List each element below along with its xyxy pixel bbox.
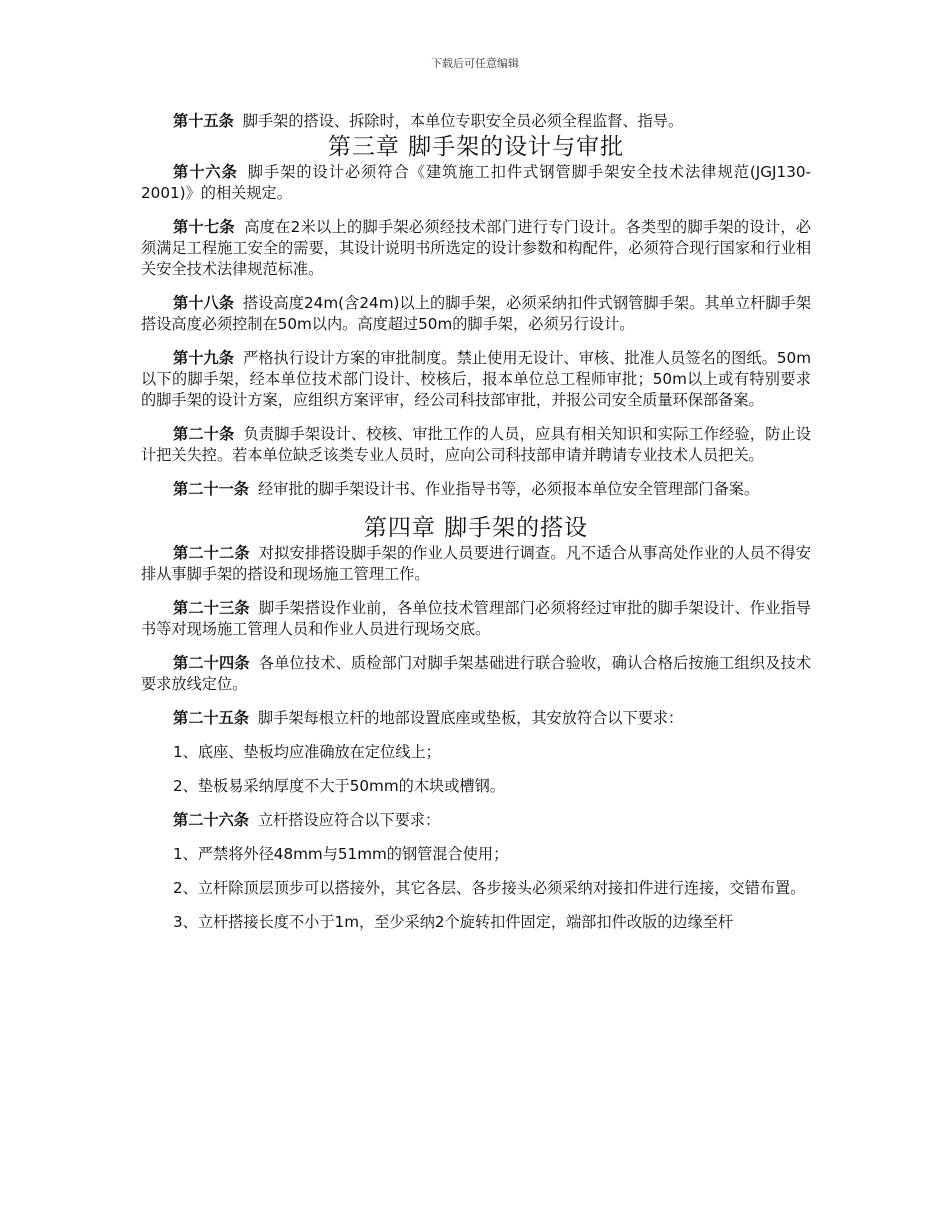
article-title: 第二十条	[173, 425, 235, 443]
article-25	[141, 708, 811, 729]
article-title: 第十九条	[173, 349, 235, 367]
article-18	[141, 293, 811, 335]
list-item: 1、底座、垫板均应准确放在定位线上；	[173, 743, 441, 761]
article-title: 第十五条	[173, 112, 234, 130]
article-text: 高度在2米以上的脚手架必须经技术部门进行专门设计。各类型的脚手架的设计，必须满足工程施工安全的需要，其设计说明书所选定的设计参数和构配件，必须符合现行国家和行业相关安全技术法律规范标准。	[141, 218, 811, 278]
article-text: 脚手架每根立杆的地部设置底座或垫板，其安放符合以下要求：	[257, 709, 684, 727]
list-item: 2、立杆除顶层顶步可以搭接外，其它各层、各步接头必须采纳对接扣件进行连接，交错布置。	[173, 879, 806, 897]
article-title: 第二十一条	[173, 480, 249, 498]
article-26	[141, 810, 811, 831]
article-text: 严格执行设计方案的审批制度。禁止使用无设计、审核、批准人员签名的图纸。50m以下的脚手架，经本单位技术部门设计、校核后，报本单位总工程师审批；50m以上或有特别要求的脚手架的设计方案，应组织方案评审，经公司科技部审批，并报公司安全质量环保部备案。	[141, 349, 812, 409]
article-text: 脚手架的搭设、拆除时，本单位专职安全员必须全程监督、指导。	[242, 112, 684, 130]
article-23	[141, 598, 811, 640]
article-text: 负责脚手架设计、校核、审批工作的人员，应具有相关知识和实际工作经验，防止设计把关失控。若本单位缺乏该类专业人员时，应向公司科技部申请并聘请专业技术人员把关。	[141, 425, 812, 464]
chapter-4-title: 第四章 脚手架的搭设	[363, 515, 589, 541]
article-16	[141, 162, 811, 204]
article-title: 第二十三条	[173, 599, 250, 617]
document-body	[141, 111, 811, 946]
article-title: 第二十二条	[173, 544, 250, 562]
article-title: 第十八条	[173, 294, 234, 312]
article-text: 搭设高度24m(含24m)以上的脚手架，必须采纳扣件式钢管脚手架。其单立杆脚手架搭设高度必须控制在50m以内。高度超过50m的脚手架，必须另行设计。	[141, 294, 812, 333]
article-title: 第二十六条	[173, 811, 249, 829]
article-title: 第十六条	[173, 163, 238, 181]
list-item: 1、严禁将外径48mm与51mm的钢管混合使用；	[173, 845, 509, 863]
article-title: 第十七条	[173, 218, 235, 236]
article-21	[141, 479, 811, 500]
article-title: 第二十四条	[173, 654, 250, 672]
article-text: 脚手架搭设作业前，各单位技术管理部门必须将经过审批的脚手架设计、作业指导书等对现场施工管理人员和作业人员进行现场交底。	[141, 599, 812, 638]
article-19	[141, 348, 811, 411]
article-text: 经审批的脚手架设计书、作业指导书等，必须报本单位安全管理部门备案。	[257, 480, 760, 498]
article-20	[141, 424, 811, 466]
article-text: 各单位技术、质检部门对脚手架基础进行联合验收，确认合格后按施工组织及技术要求放线定位。	[141, 654, 812, 693]
chapter-3-title: 第三章 脚手架的设计与审批	[327, 134, 625, 160]
article-15	[141, 111, 811, 132]
article-text: 立杆搭设应符合以下要求：	[257, 811, 441, 829]
article-text: 脚手架的设计必须符合《建筑施工扣件式钢管脚手架安全技术法律规范(JGJ130-2001)》的相关规定。	[141, 163, 812, 202]
article-text: 对拟安排搭设脚手架的作业人员要进行调查。凡不适合从事高处作业的人员不得安排从事脚手架的搭设和现场施工管理工作。	[141, 544, 812, 583]
article-17	[141, 217, 811, 280]
article-24	[141, 653, 811, 695]
article-title: 第二十五条	[173, 709, 249, 727]
list-item: 2、垫板易采纳厚度不大于50mm的木块或槽钢。	[173, 777, 505, 795]
list-item: 3、立杆搭接长度不小于1m，至少采纳2个旋转扣件固定，端部扣件改版的边缘至杆	[173, 913, 734, 931]
page-header: 下载后可任意编辑	[431, 57, 519, 70]
article-22	[141, 543, 811, 585]
